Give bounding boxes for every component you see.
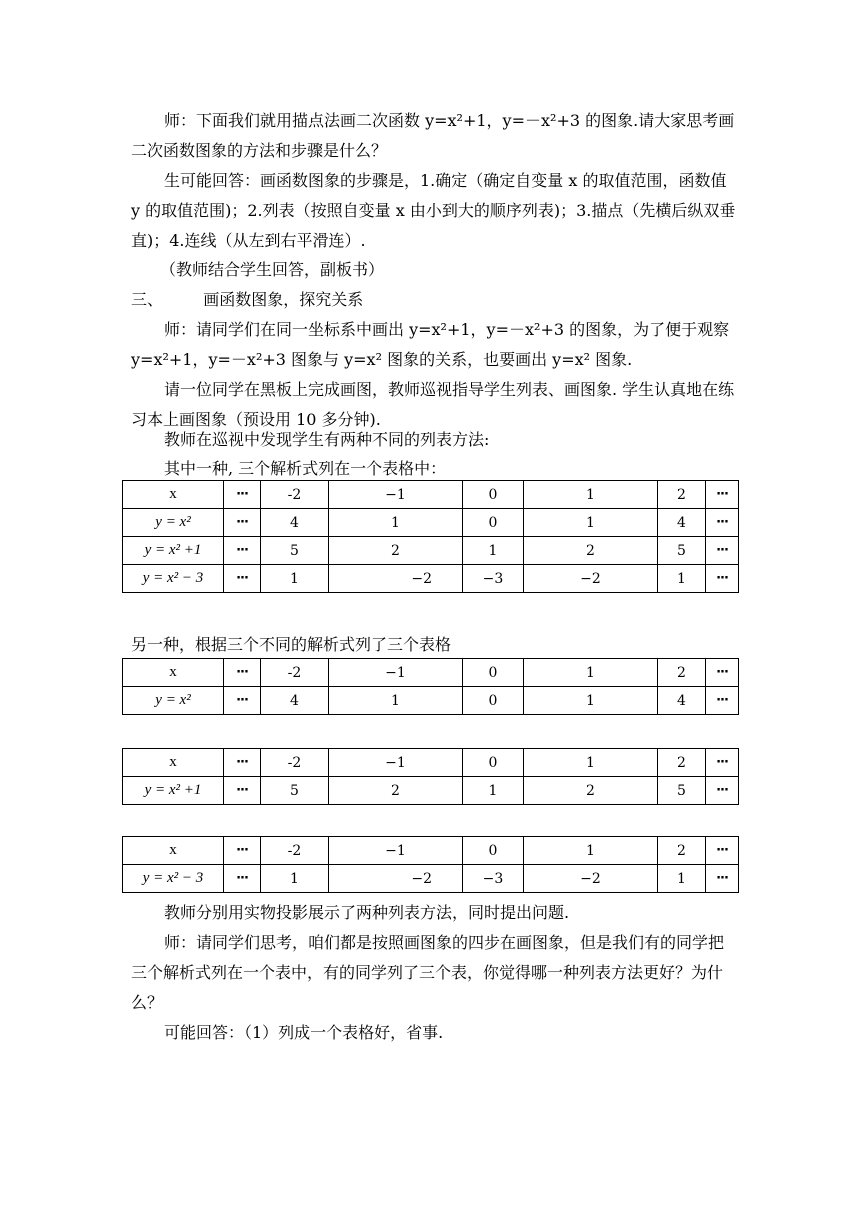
table-cell: 1 (329, 687, 463, 715)
paragraph-student-answer: 生可能回答：画函数图象的步骤是，1.确定（确定自变量 x 的取值范围，函数值 y 的取值范围)；2.列表（按照自变量 x 由小到大的顺序列表)；3.描点（先横后纵双垂直)；4.连线（从左到右平滑连）. (131, 171, 736, 250)
table-row-y-x2-minus3 (123, 865, 739, 893)
table-cell: 2 (329, 537, 463, 565)
table-row-x (123, 481, 739, 509)
ellipsis-cell: ··· (224, 509, 261, 537)
row-label-y-x2-minus3: y = x² − 3 (123, 565, 224, 593)
row-label-y-x2-plus1: y = x² +1 (123, 537, 224, 565)
ellipsis-cell: ··· (706, 777, 739, 805)
table-cell: 0 (463, 659, 524, 687)
table-cell: 1 (524, 509, 658, 537)
table-cell: 2 (329, 777, 463, 805)
ellipsis-cell: ··· (224, 837, 261, 865)
table-cell: −1 (329, 481, 463, 509)
table-row-y-x2 (123, 509, 739, 537)
ellipsis-cell: ··· (224, 865, 261, 893)
section-heading (131, 285, 363, 315)
paragraph-teacher-intro: 师：下面我们就用描点法画二次函数 y=x²+1，y=－x²+3 的图象.请大家思考画二次函数图象的方法和步骤是什么？ (131, 111, 735, 160)
paragraph-method-two: 另一种，根据三个不同的解析式列了三个表格 (131, 635, 452, 654)
paragraph-possible-answer: 可能回答：（1）列成一个表格好，省事. (164, 1023, 444, 1042)
paragraph-projection: 教师分别用实物投影展示了两种列表方法，同时提出问题. (164, 903, 570, 922)
table-cell: 1 (329, 509, 463, 537)
table-cell: 1 (524, 481, 658, 509)
ellipsis-cell: ··· (224, 749, 261, 777)
ellipsis-cell: ··· (224, 659, 261, 687)
table-cell: −2 (524, 865, 658, 893)
row-label-x: x (123, 481, 224, 509)
table-cell: 5 (261, 777, 329, 805)
table-row-x (123, 659, 739, 687)
ellipsis-cell: ··· (224, 481, 261, 509)
ellipsis-cell: ··· (706, 537, 739, 565)
section-title: 画函数图象，探究关系 (203, 290, 364, 309)
table-cell: 2 (524, 777, 658, 805)
table-cell: 0 (463, 481, 524, 509)
paragraph-teacher-question: 师：请同学们思考，咱们都是按照画图象的四步在画图象，但是我们有的同学把三个解析式列在一个表中，有的同学列了三个表，你觉得哪一种列表方法更好？为什么？ (131, 933, 725, 1012)
table-cell: -2 (261, 659, 329, 687)
table-y-x2-minus3 (122, 836, 739, 893)
table-cell: 1 (524, 749, 658, 777)
ellipsis-cell: ··· (706, 509, 739, 537)
table-cell: −1 (329, 749, 463, 777)
table-cell: −2 (329, 565, 463, 593)
table-cell: 1 (524, 837, 658, 865)
table-cell: 1 (463, 777, 524, 805)
table-cell: 0 (463, 837, 524, 865)
table-row-y-x2-plus1 (123, 537, 739, 565)
paragraph-board-drawing: 请一位同学在黑板上完成画图，教师巡视指导学生列表、画图象. 学生认真地在练习本上画图象（预设用 10 多分钟). (131, 380, 735, 429)
table-row-x (123, 837, 739, 865)
table-cell: −2 (524, 565, 658, 593)
table-cell: 2 (658, 481, 706, 509)
table-cell: -2 (261, 749, 329, 777)
ellipsis-cell: ··· (224, 777, 261, 805)
table-cell: -2 (261, 481, 329, 509)
table-cell: 4 (261, 509, 329, 537)
table-cell: 0 (463, 687, 524, 715)
row-label-x: x (123, 659, 224, 687)
ellipsis-cell: ··· (706, 481, 739, 509)
table-cell: 0 (463, 509, 524, 537)
row-label-y-x2-plus1: y = x² +1 (123, 777, 224, 805)
table-cell: 5 (658, 777, 706, 805)
table-y-x2 (122, 658, 739, 715)
table-cell: 0 (463, 749, 524, 777)
table-cell: −3 (463, 565, 524, 593)
ellipsis-cell: ··· (706, 749, 739, 777)
table-cell: 1 (261, 865, 329, 893)
table-cell: 1 (658, 865, 706, 893)
row-label-x: x (123, 837, 224, 865)
paragraph-teacher-task: 师：请同学们在同一坐标系中画出 y=x²+1，y=－x²+3 的图象，为了便于观察 y=x²+1，y=－x²+3 图象与 y=x² 图象的关系，也要画出 y=x² 图象. (131, 320, 730, 369)
combined-value-table (122, 480, 739, 593)
table-cell: −3 (463, 865, 524, 893)
row-label-x: x (123, 749, 224, 777)
ellipsis-cell: ··· (706, 837, 739, 865)
table-row-y-x2 (123, 687, 739, 715)
table-cell: 2 (658, 749, 706, 777)
table-cell: 2 (658, 837, 706, 865)
table-row-y-x2-minus3 (123, 565, 739, 593)
table-cell: −1 (329, 659, 463, 687)
paragraph-board-note: （教师结合学生回答，副板书） (160, 260, 385, 279)
row-label-y-x2: y = x² (123, 509, 224, 537)
table-cell: 1 (261, 565, 329, 593)
table-cell: 4 (658, 509, 706, 537)
table-cell: −1 (329, 837, 463, 865)
ellipsis-cell: ··· (224, 687, 261, 715)
table-cell: 2 (524, 537, 658, 565)
table-cell: 5 (658, 537, 706, 565)
row-label-y-x2: y = x² (123, 687, 224, 715)
paragraph-method-one: 其中一种, 三个解析式列在一个表格中： (164, 459, 447, 478)
table-row-y-x2-plus1 (123, 777, 739, 805)
row-label-y-x2-minus3: y = x² − 3 (123, 865, 224, 893)
table-y-x2-plus1 (122, 748, 739, 805)
table-cell: 1 (658, 565, 706, 593)
table-cell: 5 (261, 537, 329, 565)
table-cell: 4 (658, 687, 706, 715)
table-cell: 1 (524, 659, 658, 687)
section-number: 三、 (131, 290, 164, 309)
paragraph-two-methods: 教师在巡视中发现学生有两种不同的列表方法: (164, 430, 490, 449)
ellipsis-cell: ··· (706, 659, 739, 687)
table-cell: 2 (658, 659, 706, 687)
table-cell: 4 (261, 687, 329, 715)
ellipsis-cell: ··· (224, 565, 261, 593)
ellipsis-cell: ··· (706, 687, 739, 715)
table-cell: −2 (329, 865, 463, 893)
ellipsis-cell: ··· (224, 537, 261, 565)
ellipsis-cell: ··· (706, 565, 739, 593)
table-cell: -2 (261, 837, 329, 865)
table-cell: 1 (524, 687, 658, 715)
table-row-x (123, 749, 739, 777)
table-cell: 1 (463, 537, 524, 565)
ellipsis-cell: ··· (706, 865, 739, 893)
